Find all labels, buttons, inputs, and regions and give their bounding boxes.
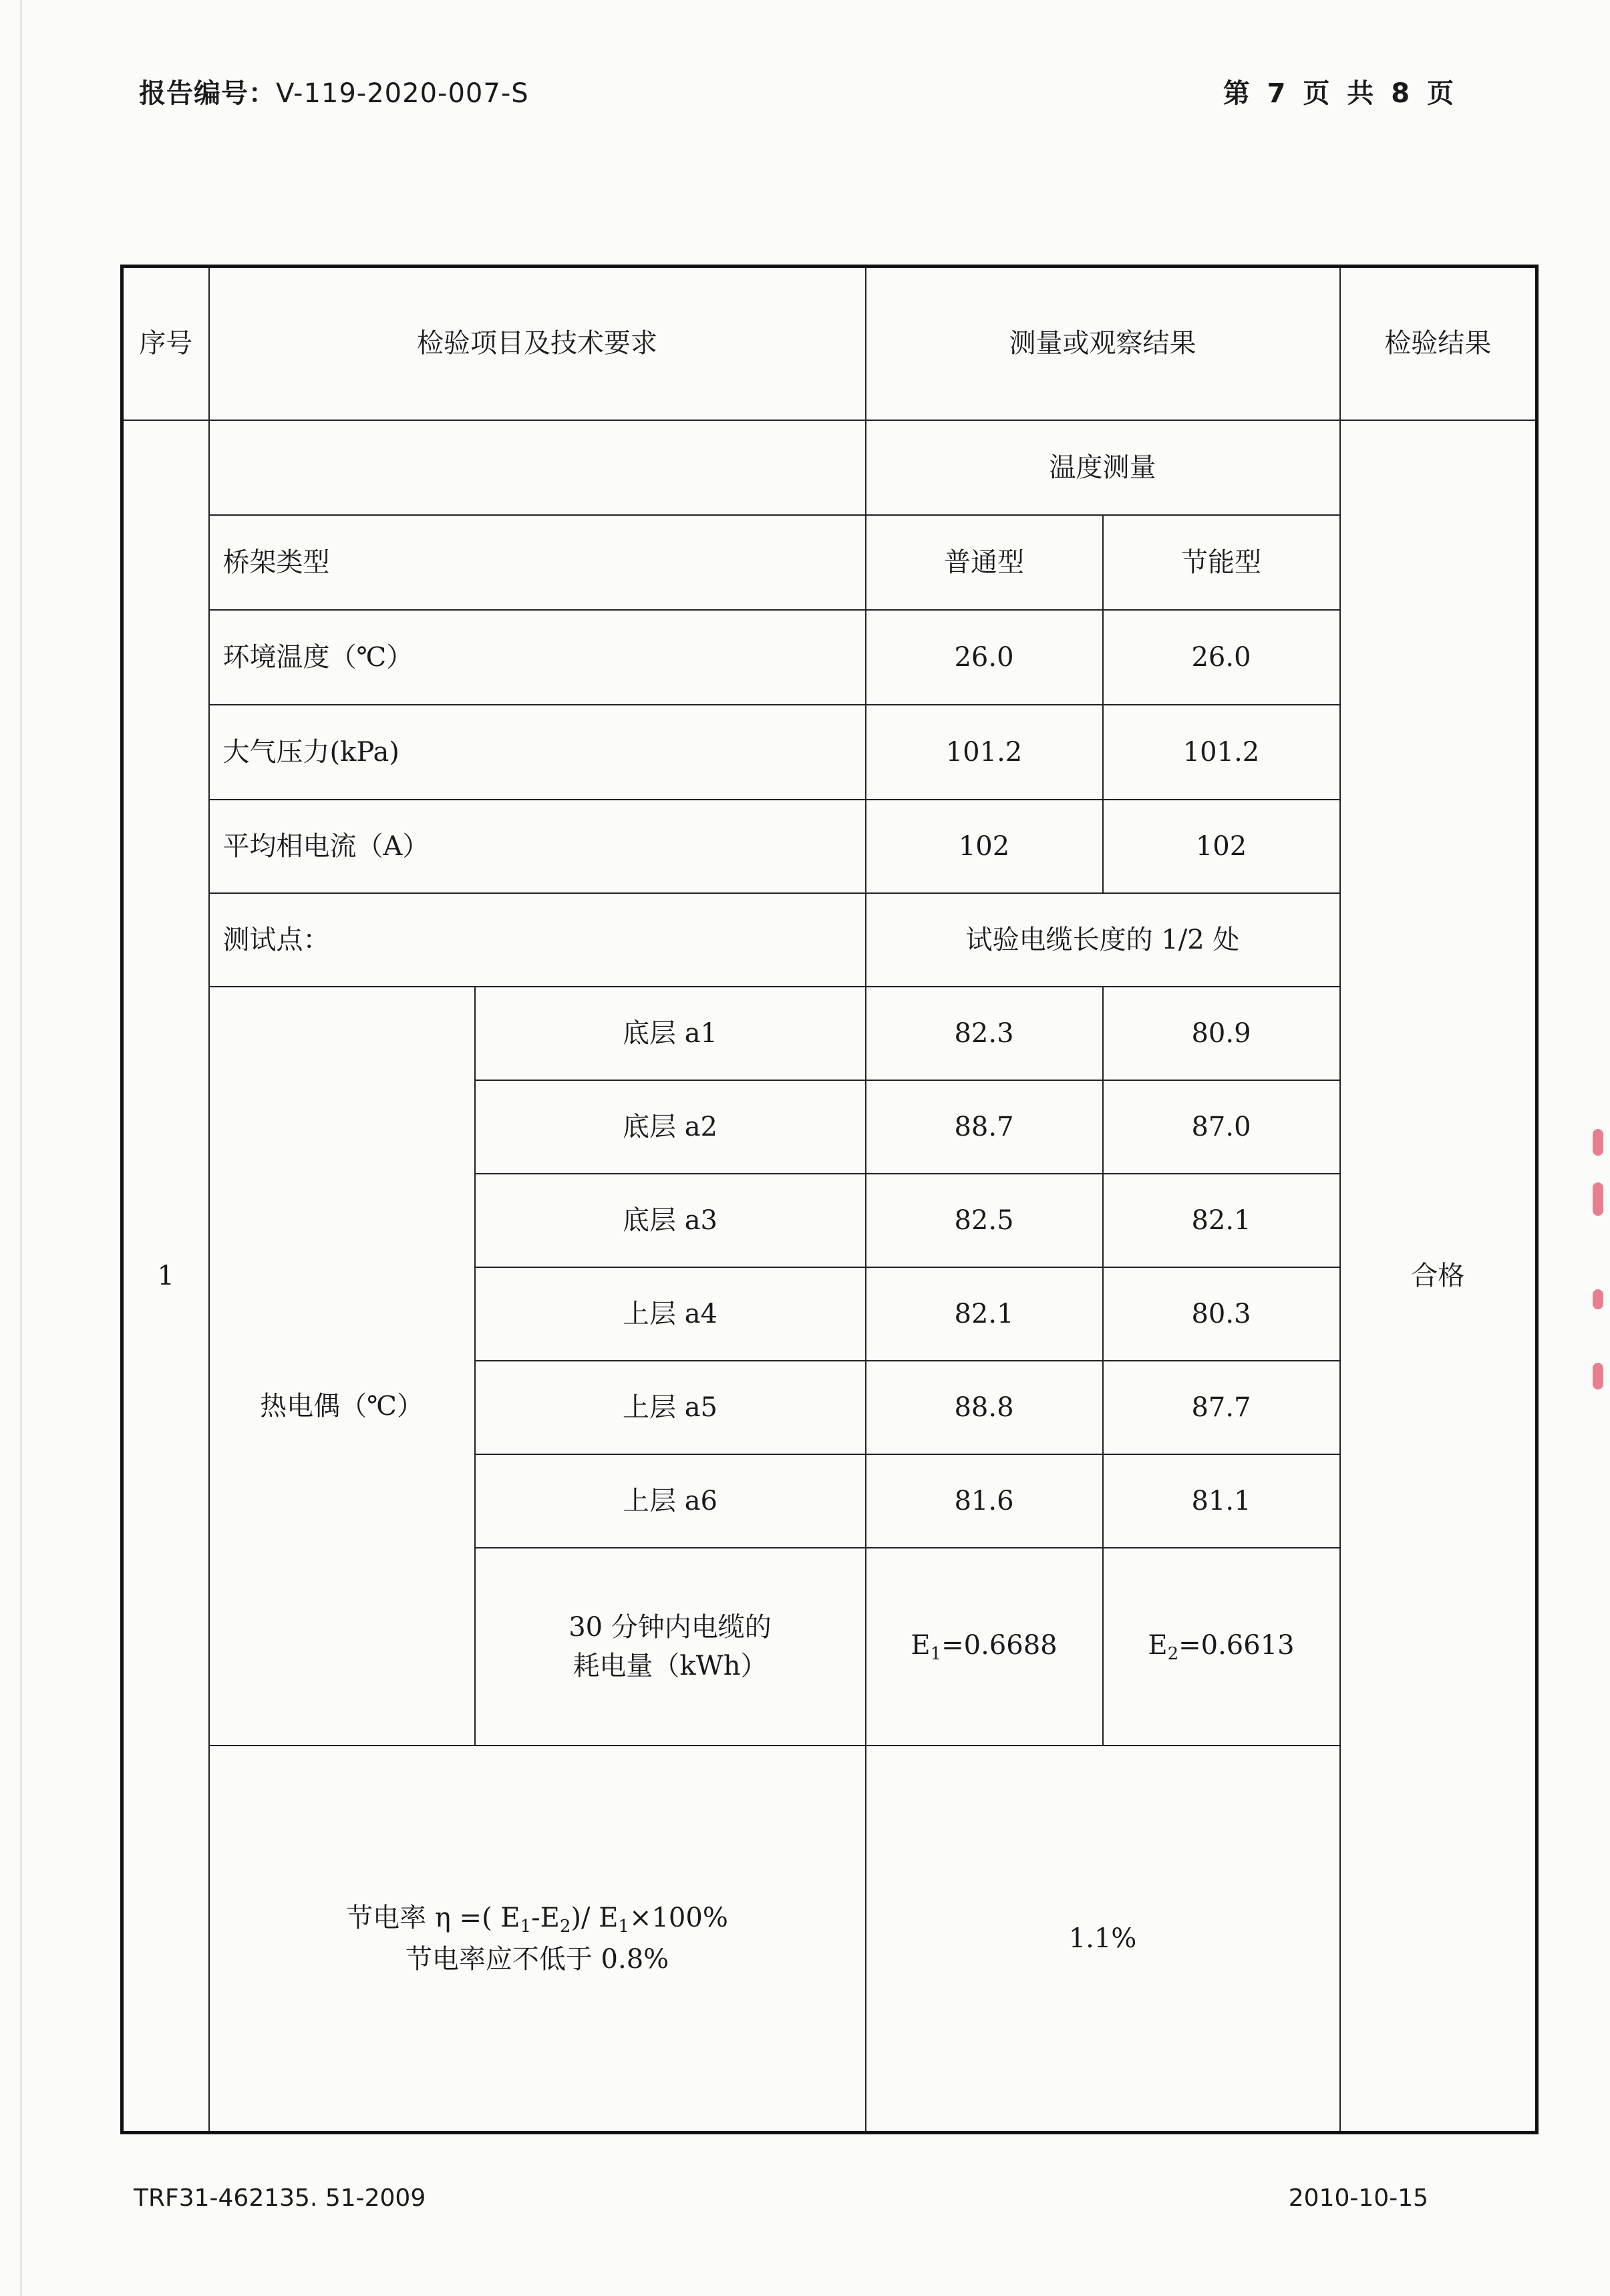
thermo-point-label: 底层 a3	[475, 1174, 866, 1267]
stamp-mark	[1593, 1182, 1603, 1216]
e1-prefix: E	[911, 1629, 931, 1661]
thermo-value-saving: 87.0	[1103, 1080, 1340, 1174]
saving-formula	[220, 1899, 854, 1940]
thermo-value-ordinary: 82.5	[866, 1174, 1103, 1267]
table-row	[122, 800, 1537, 893]
type-energy-saving: 节能型	[1103, 515, 1340, 610]
energy-e2	[1103, 1548, 1340, 1746]
saving-requirement: 节电率应不低于 0.8%	[405, 1943, 669, 1975]
thermo-point-label: 上层 a5	[475, 1361, 866, 1454]
e2-prefix: E	[1148, 1629, 1168, 1661]
report-number-label: 报告编号：	[139, 78, 276, 109]
energy-e1	[866, 1548, 1103, 1746]
test-point-row	[122, 893, 1537, 987]
formula-subscript: 1	[520, 1916, 532, 1937]
inspection-table	[120, 265, 1539, 2134]
report-number-value: V-119-2020-007-S	[276, 78, 529, 109]
formula-part: 节电率 η =( E	[346, 1902, 520, 1933]
formula-part: ×100%	[629, 1902, 728, 1933]
table-row	[122, 610, 1537, 705]
report-number	[139, 72, 529, 110]
empty-cell	[209, 420, 866, 515]
seq-number: 1	[122, 420, 209, 2133]
current-value-saving: 102	[1103, 800, 1340, 893]
saving-formula-cell	[209, 1746, 866, 2133]
energy-label-line2: 耗电量（kWh）	[573, 1650, 768, 1681]
saving-row	[122, 1746, 1537, 2133]
page-info: 第 7 页 共 8 页	[1223, 78, 1458, 109]
current-label: 平均相电流（A）	[209, 800, 866, 893]
header-row	[122, 267, 1537, 420]
energy-label	[475, 1548, 866, 1746]
type-ordinary: 普通型	[866, 515, 1103, 610]
form-number: TRF31-462135. 51-2009	[134, 2184, 426, 2212]
verdict: 合格	[1340, 420, 1537, 2133]
formula-subscript: 2	[559, 1916, 571, 1937]
thermocouple-label: 热电偶（℃）	[209, 987, 475, 1746]
col-header-verdict: 检验结果	[1340, 267, 1537, 420]
table-row	[122, 705, 1537, 800]
thermo-point-label: 底层 a1	[475, 987, 866, 1080]
stamp-mark	[1593, 1289, 1603, 1309]
e2-subscript: 2	[1167, 1643, 1179, 1664]
test-point-label: 测试点：	[209, 893, 866, 987]
env-value-ordinary: 26.0	[866, 610, 1103, 705]
energy-label-line1: 30 分钟内电缆的	[569, 1611, 772, 1643]
thermo-point-label: 上层 a4	[475, 1267, 866, 1361]
thermo-value-saving: 80.3	[1103, 1267, 1340, 1361]
pressure-label: 大气压力(kPa)	[209, 705, 866, 800]
col-header-seq: 序号	[122, 267, 209, 420]
formula-subscript: 1	[618, 1916, 629, 1937]
thermo-value-ordinary: 81.6	[866, 1454, 1103, 1548]
pressure-value-saving: 101.2	[1103, 705, 1340, 800]
section-title: 温度测量	[866, 420, 1340, 515]
formula-part: -E	[531, 1902, 560, 1933]
form-date: 2010-10-15	[1288, 2184, 1428, 2212]
thermo-value-saving: 87.7	[1103, 1361, 1340, 1454]
pressure-value-ordinary: 101.2	[866, 705, 1103, 800]
env-label: 环境温度（℃）	[209, 610, 866, 705]
stamp-mark	[1593, 1363, 1603, 1389]
thermo-point-label: 上层 a6	[475, 1454, 866, 1548]
thermo-value-ordinary: 82.1	[866, 1267, 1103, 1361]
test-point-value: 试验电缆长度的 1/2 处	[866, 893, 1340, 987]
tray-type-label: 桥架类型	[209, 515, 866, 610]
thermo-value-saving: 81.1	[1103, 1454, 1340, 1548]
table-row	[122, 987, 1537, 1080]
formula-part: )/ E	[571, 1902, 619, 1933]
thermo-value-saving: 82.1	[1103, 1174, 1340, 1267]
thermo-value-ordinary: 88.7	[866, 1080, 1103, 1174]
col-header-measurement: 测量或观察结果	[866, 267, 1340, 420]
page-edge	[20, 0, 22, 2296]
thermo-value-ordinary: 82.3	[866, 987, 1103, 1080]
current-value-ordinary: 102	[866, 800, 1103, 893]
section-title-row	[122, 420, 1537, 515]
thermo-value-ordinary: 88.8	[866, 1361, 1103, 1454]
tray-type-row	[122, 515, 1537, 610]
stamp-mark	[1593, 1129, 1603, 1156]
e2-value: =0.6613	[1178, 1629, 1295, 1661]
thermo-value-saving: 80.9	[1103, 987, 1340, 1080]
e1-subscript: 1	[930, 1643, 942, 1664]
col-header-item: 检验项目及技术要求	[209, 267, 866, 420]
e1-value: =0.6688	[941, 1629, 1058, 1661]
thermo-point-label: 底层 a2	[475, 1080, 866, 1174]
env-value-saving: 26.0	[1103, 610, 1340, 705]
saving-result: 1.1%	[866, 1746, 1340, 2133]
